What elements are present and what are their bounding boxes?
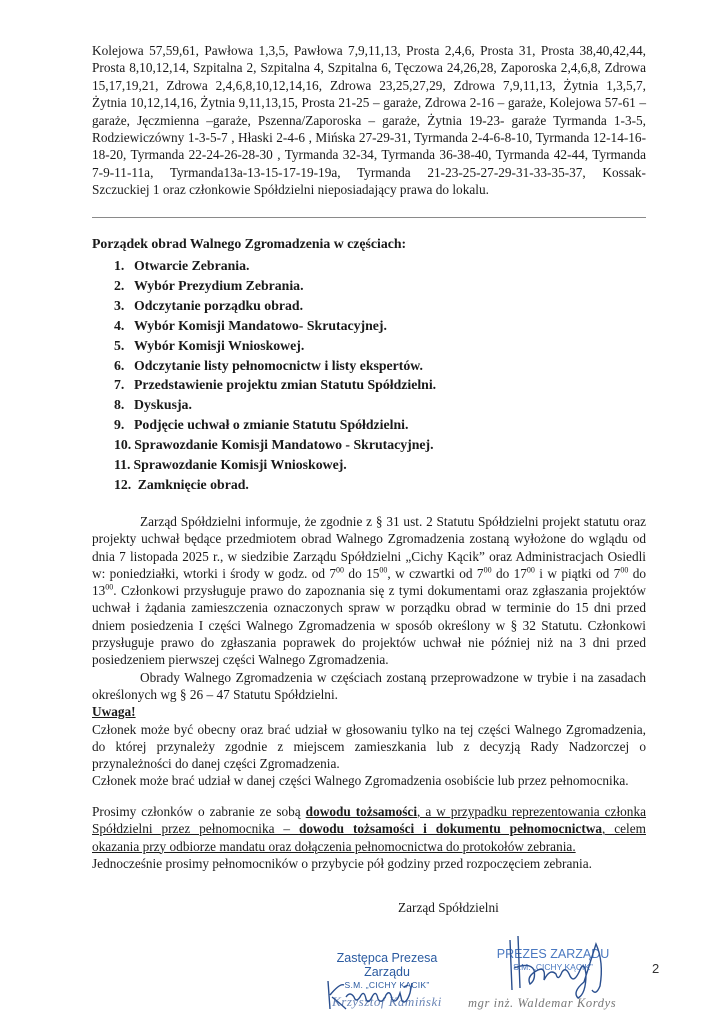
info-section <box>92 513 646 790</box>
info-paragraph-1: Zarząd Spółdzielni informuje, że zgodnie z § 31 ust. 2 Statutu Spółdzielni projekt statutu oraz projekty uchwał będące przedmiotem obrad Walnego Zgromadzenia zostaną wyłożone do wglądu od dnia 7 listopada 2025 r., w siedzibie Zarządu Spółdzielni „Cichy Kącik” oraz Administracjach Osiedli w: poniedziałki, wtorki i środy w godz. od $7^{00}$ do $15^{00}$, w czwartki od $7^{00}$ do $17^{00}$ i w piątki od $7^{00}$ do $13^{00}$. Członkowi przysługuje prawo do zapoznania się z tymi dokumentami oraz zgłaszania projektów uchwał i żądania zamieszczenia oznaczonych spraw w porządku obrad w terminie do 15 dni przed dniem posiedzenia I części Walnego Zgromadzenia w sposób określony w § 32 Statutu. Członkowi przysługuje prawo do zgłaszania poprawek do projektów uchwał nie później niż na 3 dni przed posiedzeniem pierwszej części Walnego Zgromadzenia. <box>92 514 647 668</box>
agenda-item-label: Otwarcie Zebrania. <box>134 258 250 273</box>
agenda-item-number: 9. <box>114 417 125 433</box>
agenda-item-label: Wybór Komisji Mandatowo- Skrutacyjnej. <box>134 317 387 333</box>
request-note: Jednocześnie prosimy pełnomocników o przybycie pół godziny przed rozpoczęciem zebrania. <box>92 855 592 871</box>
agenda-item-label: Wybór Prezydium Zebrania. <box>134 277 304 293</box>
stamp-org: S.M. „CICHY KĄCIK” <box>513 962 593 972</box>
agenda-item <box>114 256 436 276</box>
agenda-item <box>114 296 436 316</box>
agenda-item <box>114 395 436 415</box>
agenda-title: Porządek obrad Walnego Zgromadzenia w częściach: <box>92 236 407 251</box>
request-section <box>92 803 646 872</box>
agenda-item <box>114 375 436 395</box>
agenda-item-label: Przedstawienie projektu zmian Statutu Spółdzielni. <box>134 377 437 393</box>
agenda-item-label: Odczytanie listy pełnomocnictw i listy ekspertów. <box>134 357 423 373</box>
agenda-item <box>114 475 436 495</box>
agenda-item-number: 4. <box>114 317 125 333</box>
agenda-item-label: Wybór Komisji Wnioskowej. <box>134 337 305 353</box>
stamp-org: S.M. „CICHY KĄCIK” <box>344 980 430 990</box>
stamp-name: Krzysztof Kamiński <box>332 994 442 1009</box>
agenda-item-label: Sprawozdanie Komisji Wnioskowej. <box>133 457 347 473</box>
stamp-title: PREZES ZARZĄDU <box>496 947 610 961</box>
agenda-item-number: 10. <box>114 437 132 453</box>
agenda-item <box>114 435 436 455</box>
agenda-item-number: 1. <box>114 258 125 273</box>
agenda-list <box>114 256 436 495</box>
agenda-item-label: Dyskusja. <box>134 397 192 413</box>
agenda-item <box>114 356 436 376</box>
stamp-name: mgr inż. Waldemar Kordys <box>468 996 617 1010</box>
agenda-item <box>114 455 436 475</box>
agenda-item-label: Podjęcie uchwał o zmianie Statutu Spółdzielni. <box>134 417 409 433</box>
info-paragraph-4: Członek może brać udział w danej części Walnego Zgromadzenia osobiście lub przez pełnomocnika. <box>92 773 629 789</box>
agenda-item <box>114 316 436 336</box>
agenda-item-label: Odczytanie porządku obrad. <box>134 297 304 313</box>
agenda-item-number: 6. <box>114 357 125 373</box>
agenda-item-number: 12. <box>114 476 132 492</box>
page-number: 2 <box>652 961 660 976</box>
agenda-item-number: 3. <box>114 297 125 313</box>
signature-kordys-icon <box>500 932 610 1002</box>
agenda-item-number: 2. <box>114 277 125 293</box>
agenda-item-label: Sprawozdanie Komisji Mandatowo - Skrutacyjnej. <box>134 437 434 453</box>
info-paragraph-2: Obrady Walnego Zgromadzenia w częściach zostaną przeprowadzone w trybie i na zasadach określonych wg § 26 – 47 Statutu Spółdzielni. <box>92 669 646 702</box>
horizontal-divider <box>92 217 646 218</box>
info-paragraph-3: Członek może być obecny oraz brać udział w głosowaniu tylko na tej części Walnego Zgromadzenia, do której przynależy zgodnie z miejscem zamieszkania lub z decyzją Rady Nadzorczej o przynależności do danej części Zgromadzenia. <box>92 721 646 772</box>
request-paragraph: Prosimy członków o zabranie ze sobą dowodu tożsamości, a w przypadku reprezentowania członka Spółdzielni przez pełnomocnika – dowodu tożsamości i dokumentu pełnomocnictwa, celem okazania przy odbiorze mandatu oraz dołączenia pełnomocnictwa do protokołów zebrania. <box>92 804 646 854</box>
agenda-item <box>114 415 436 435</box>
agenda-item <box>114 276 436 296</box>
warning-label: Uwaga! <box>92 704 136 720</box>
agenda-item-number: 11. <box>114 457 131 473</box>
board-signature-heading: Zarząd Spółdzielni <box>398 900 499 915</box>
agenda-item <box>114 336 436 356</box>
agenda-item-label: Zamknięcie obrad. <box>134 476 249 492</box>
signature-kaminski-icon <box>320 975 440 1015</box>
address-list: Kolejowa 57,59,61, Pawłowa 1,3,5, Pawłowa 7,9,11,13, Prosta 2,4,6, Prosta 31, Prosta 38,40,42,44, Prosta 8,10,12,14, Szpitalna 2, Szpitalna 4, Szpitalna 6, Tęczowa 24,26,28, Zaporoska 2,4,6,8, Zdrowa 15,17,19,21, Zdrowa 2,4,6,8,10,12,14,16, Zdrowa 23,25,27,29, Zdrowa 7,9,11,13, Żytnia 1,3,5,7, Żytnia 10,12,14,16, Żytnia 9,11,13,15, Prosta 21-25 – garaże, Zdrowa 2-16 – garaże, Kolejowa 57-61 –garaże, Jęczmienna –garaże, Pszenna/Zaporoska – garaże, Żytnia 19-23- garaże Tyrmanda 1-3-5, Rodziewiczówny 1-3-5-7 , Hłaski 2-4-6 , Mińska 27-29-31, Tyrmanda 2-4-6-8-10, Tyrmanda 12-14-16-18-20, Tyrmanda 22-24-26-28-30 , Tyrmanda 32-34, Tyrmanda 36-38-40, Tyrmanda 42-44, Tyrmanda 7-9-11-11a, Tyrmanda13a-13-15-17-19-19a, Tyrmanda 21-23-25-27-29-31-33-35-37, Kossak-Szczuckiej 1 oraz członkowie Spółdzielni nieposiadający prawa do lokalu. <box>92 43 646 198</box>
agenda-item-number: 8. <box>114 397 125 413</box>
agenda-item-number: 7. <box>114 377 125 393</box>
agenda-item-number: 5. <box>114 337 125 353</box>
stamp-title: Zastępca Prezesa Zarządu <box>336 951 438 979</box>
